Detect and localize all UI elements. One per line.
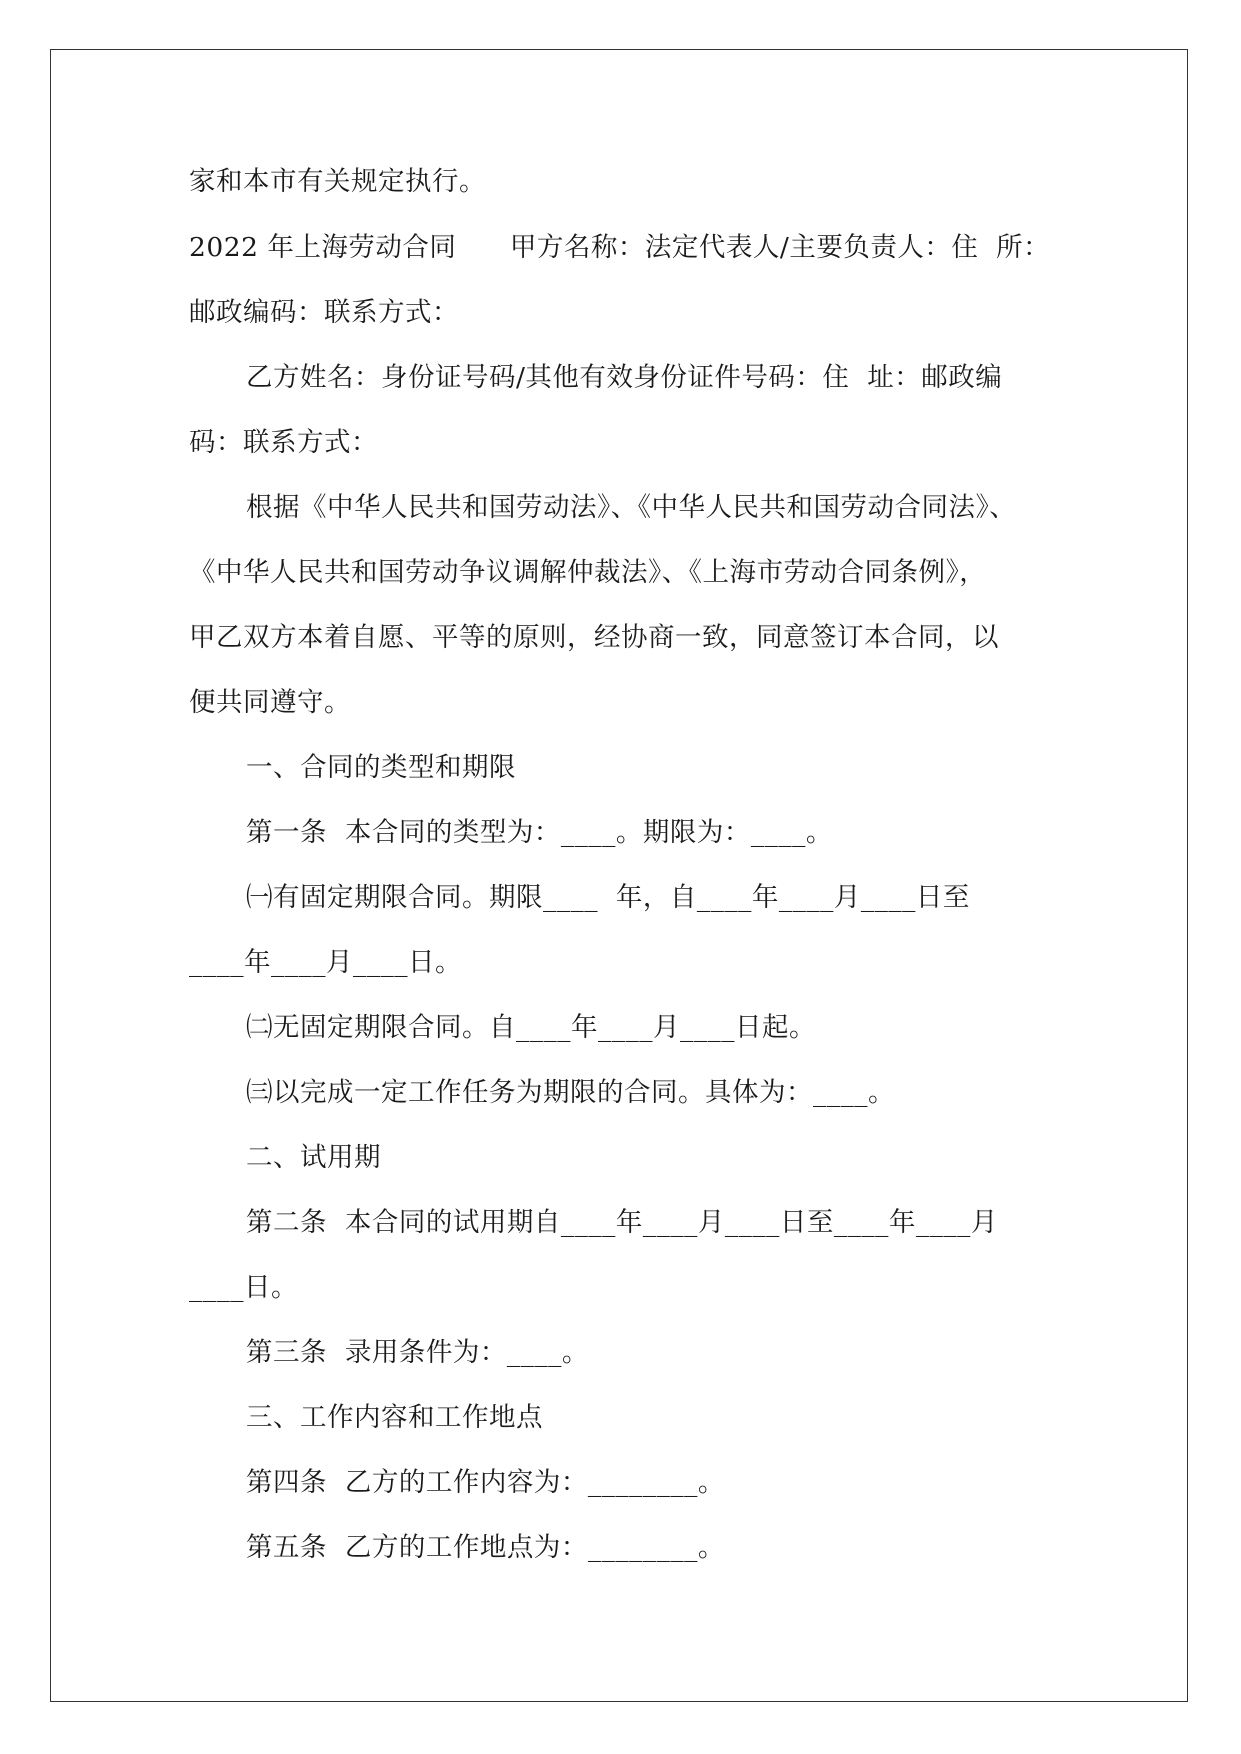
article-line: 第五条 乙方的工作地点为：________。: [246, 1532, 725, 1563]
text-line: 便共同遵守。: [189, 687, 351, 718]
text-line: ㈢以完成一定工作任务为期限的合同。具体为：____。: [246, 1077, 895, 1108]
article-line: 第三条 录用条件为：____。: [246, 1337, 589, 1368]
section-heading: 三、工作内容和工作地点: [246, 1402, 543, 1433]
text-line: ____日。: [189, 1272, 298, 1303]
article-line: 第四条 乙方的工作内容为：________。: [246, 1467, 725, 1498]
text-line: 邮政编码：联系方式：: [189, 297, 459, 328]
article-line: 第一条 本合同的类型为：____。期限为：____。: [246, 817, 833, 848]
section-heading: 二、试用期: [246, 1142, 381, 1173]
article-line: 第二条 本合同的试用期自____年____月____日至____年____月: [246, 1207, 998, 1238]
text-line: 码：联系方式：: [189, 427, 378, 458]
text-line: 家和本市有关规定执行。: [189, 166, 486, 197]
text-line: ____年____月____日。: [189, 947, 462, 978]
text-line: 《中华人民共和国劳动争议调解仲裁法》、《上海市劳动合同条例》，: [189, 557, 987, 588]
text-line: 甲乙双方本着自愿、平等的原则，经协商一致，同意签订本合同，以: [189, 622, 999, 653]
text-line: ㈡无固定期限合同。自____年____月____日起。: [246, 1012, 816, 1043]
section-heading: 一、合同的类型和期限: [246, 752, 516, 783]
text-line: 乙方姓名：身份证号码/其他有效身份证件号码：住 址：邮政编: [246, 362, 1003, 393]
document-title-line: 2022 年上海劳动合同 甲方名称：法定代表人/主要负责人：住 所：: [189, 232, 1051, 263]
text-line: ㈠有固定期限合同。期限____ 年，自____年____月____日至: [246, 882, 970, 913]
text-line: 根据《中华人民共和国劳动法》、《中华人民共和国劳动合同法》、: [246, 492, 1017, 523]
